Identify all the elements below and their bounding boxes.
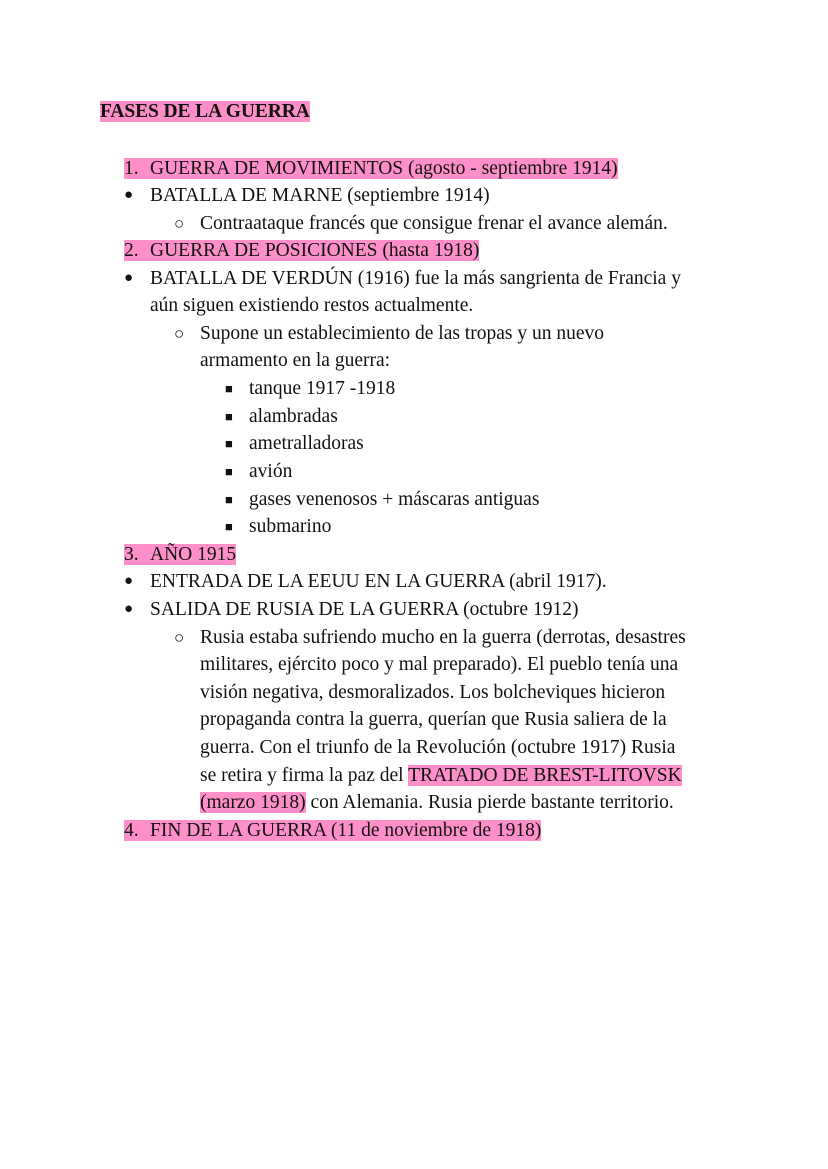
circle-bullet-icon: ○ (174, 324, 185, 343)
title-highlight: FASES DE LA GUERRA (100, 101, 310, 122)
sub-item-text: Rusia estaba sufriendo mucho en la guerra (derrotas, desastres (200, 627, 686, 648)
weapon-item-text: ametralladoras (249, 433, 364, 454)
bullet-icon: ● (124, 187, 134, 203)
section-2-number: 2. (124, 240, 139, 261)
square-bullet-icon: ■ (225, 464, 233, 479)
weapon-item-text: tanque 1917 -1918 (249, 378, 396, 399)
section-1-text: GUERRA DE MOVIMIENTOS (agosto - septiembre 1914) (150, 158, 618, 179)
treaty-date-highlight: (marzo 1918) (200, 792, 306, 813)
sub-item-text: con Alemania. Rusia pierde bastante territorio. (305, 792, 674, 813)
square-bullet-icon: ■ (225, 492, 233, 507)
section-1-number: 1. (124, 158, 139, 179)
section-3-text: AÑO 1915 (150, 544, 237, 565)
sub-item-text: se retira y firma la paz del (200, 765, 409, 786)
section-3-number: 3. (124, 544, 139, 565)
circle-bullet-icon: ○ (174, 214, 185, 233)
section-3-highlight (124, 544, 236, 565)
bullet-icon: ● (124, 601, 134, 617)
sub-item-rusia-continuation: militares, ejército poco y mal preparado). El pueblo tenía una (200, 654, 679, 675)
sub-item-rusia-continuation: propaganda contra la guerra, querían que Rusia saliera de la (200, 709, 667, 730)
section-2-heading (124, 237, 479, 265)
bullet-icon: ● (124, 270, 134, 286)
sub-item-rusia-continuation: guerra. Con el triunfo de la Revolución (octubre 1917) Rusia (200, 737, 676, 758)
list-item-text: BATALLA DE MARNE (septiembre 1914) (150, 185, 490, 206)
weapon-item-text: alambradas (249, 406, 338, 427)
circle-bullet-icon: ○ (174, 628, 185, 647)
treaty-highlight: TRATADO DE BREST-LITOVSK (408, 765, 682, 786)
list-item-text: SALIDA DE RUSIA DE LA GUERRA (octubre 1912) (150, 599, 579, 620)
sub-item-text: Contraataque francés que consigue frenar el avance alemán. (200, 213, 668, 234)
sub-item-text: Supone un establecimiento de las tropas y un nuevo (200, 323, 604, 344)
weapon-item-text: avión (249, 461, 293, 482)
square-bullet-icon: ■ (225, 436, 233, 451)
bullet-icon: ● (124, 573, 134, 589)
section-4-number: 4. (124, 820, 139, 841)
section-4-heading (124, 817, 541, 845)
section-1-highlight (124, 158, 618, 179)
square-bullet-icon: ■ (225, 519, 233, 534)
square-bullet-icon: ■ (225, 381, 233, 396)
section-4-text: FIN DE LA GUERRA (11 de noviembre de 1918) (150, 820, 542, 841)
sub-item-rusia-continuation: visión negativa, desmoralizados. Los bolcheviques hicieron (200, 682, 666, 703)
list-item-text: ENTRADA DE LA EEUU EN LA GUERRA (abril 1917). (150, 571, 607, 592)
section-2-highlight (124, 240, 479, 261)
sub-item-verdun-continuation: armamento en la guerra: (200, 350, 391, 371)
weapon-item-text: submarino (249, 516, 332, 537)
list-item-verdun-continuation: aún siguen existiendo restos actualmente. (150, 295, 474, 316)
weapon-item-text: gases venenosos + máscaras antiguas (249, 489, 540, 510)
square-bullet-icon: ■ (225, 409, 233, 424)
section-3-heading (124, 541, 236, 569)
sub-item-rusia-continuation (200, 789, 674, 817)
list-item-text: BATALLA DE VERDÚN (1916) fue la más sangrienta de Francia y (150, 268, 681, 289)
section-1-heading (124, 155, 618, 183)
section-2-text: GUERRA DE POSICIONES (hasta 1918) (150, 240, 480, 261)
page-title (100, 98, 310, 126)
section-4-highlight (124, 820, 541, 841)
sub-item-rusia-continuation (200, 762, 682, 790)
